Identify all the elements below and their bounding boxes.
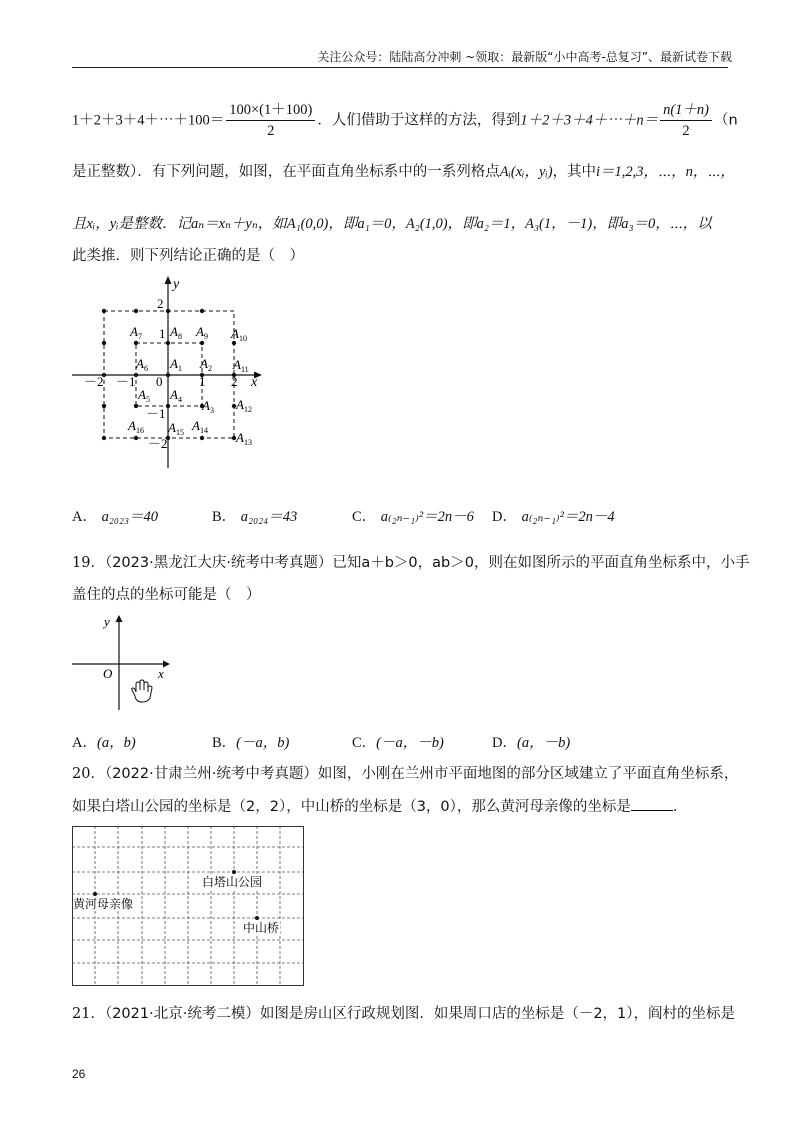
q18-line4: 此类推．则下列结论正确的是（ ） bbox=[72, 248, 304, 264]
q18-line3-text: 且xᵢ，yᵢ是整数．记aₙ＝xₙ＋yₙ，如A₁(0,0)，即a₁＝0，A₂(1,0)，即a₂＝1，A₃(1，－1)，即a₃＝0，⋯，以 bbox=[72, 216, 712, 232]
label-baita: 白塔山公园 bbox=[202, 875, 263, 889]
header-rule bbox=[72, 67, 728, 68]
hand-icon bbox=[132, 680, 152, 702]
label-huanghe: 黄河母亲像 bbox=[73, 897, 134, 911]
q18-point-notation: Aᵢ(xᵢ，yᵢ) bbox=[499, 164, 553, 180]
q19-source: （2023·黑龙江大庆·统考中考真题） bbox=[104, 555, 333, 571]
point-extra-h bbox=[200, 309, 204, 313]
point-huanghe bbox=[93, 892, 97, 896]
q18-option-c[interactable]: C． a₍₂ₙ₋₁₎²＝2n－6 bbox=[352, 509, 474, 525]
q19-y-arrow bbox=[116, 615, 123, 622]
q21-number: 21． bbox=[72, 1006, 105, 1022]
point-A14 bbox=[200, 436, 204, 440]
q18-sum100: 1＋2＋3＋4＋⋯＋100＝ bbox=[72, 112, 225, 129]
q18-line1 bbox=[72, 100, 738, 141]
q19-line1 bbox=[72, 551, 749, 575]
q18-frac2-num: n(1＋n) bbox=[660, 100, 712, 121]
label-zhongshan: 中山桥 bbox=[243, 921, 280, 935]
q19-origin-label: O bbox=[103, 666, 113, 681]
tick-y-2: 2 bbox=[157, 296, 164, 311]
point-extra-e bbox=[102, 309, 106, 313]
label-A7: $A_7$ bbox=[130, 324, 142, 341]
point-baita bbox=[232, 870, 236, 874]
q18-line2-text: 是正整数）．有下列问题，如图，在平面直角坐标系中的一系列格点 bbox=[72, 164, 500, 180]
q19-option-c[interactable]: C．(－a，－b) bbox=[352, 735, 444, 751]
q18-fraction2 bbox=[660, 100, 712, 141]
q18-sumn: 1＋2＋3＋4＋⋯＋n＝ bbox=[520, 112, 659, 129]
point-extra-g bbox=[166, 309, 170, 313]
point-A16 bbox=[134, 436, 138, 440]
page-number: 26 bbox=[72, 1067, 86, 1081]
answer-blank[interactable] bbox=[631, 796, 673, 811]
label-A5: $A_5$ bbox=[138, 387, 150, 404]
tick-y-minus1: －1 bbox=[146, 406, 166, 421]
label-A15: $A_{15}$ bbox=[168, 420, 184, 437]
q20-text1: 如图，小刚在兰州市平面地图的部分区域建立了平面直角坐标系， bbox=[317, 766, 739, 782]
point-A8 bbox=[166, 341, 170, 345]
tick-origin: 0 bbox=[156, 374, 163, 389]
q19-option-b[interactable]: B．(－a，b) bbox=[212, 735, 290, 751]
label-A3: $A_3$ bbox=[202, 398, 214, 415]
q18-option-b[interactable]: B． a₂₀₂₄＝43 bbox=[212, 509, 298, 525]
q18-frac1-num: 100×(1＋100) bbox=[226, 100, 315, 121]
q18-option-a[interactable]: A． a₂₀₂₃＝40 bbox=[72, 509, 159, 525]
point-zhongshan bbox=[255, 916, 259, 920]
q21-line1 bbox=[72, 1002, 735, 1026]
page-header: 关注公众号：陆陆高分冲刺 ~领取：最新版“小中高考-总复习”、最新试卷下载 bbox=[317, 50, 732, 64]
q20-line2: 如果白塔山公园的坐标是（2，2），中山桥的坐标是（3，0），那么黄河母亲像的坐标是 ． bbox=[72, 795, 687, 819]
q19-number: 19． bbox=[72, 555, 105, 571]
q19-y-label: y bbox=[104, 614, 110, 629]
q20-number: 20． bbox=[72, 766, 105, 782]
q18-line1-suffix: （n bbox=[714, 112, 738, 129]
q19-option-a[interactable]: A．(a，b) bbox=[72, 735, 136, 751]
q20-line1 bbox=[72, 762, 738, 786]
label-A4: $A_4$ bbox=[170, 387, 182, 404]
label-A1: $A_1$ bbox=[170, 356, 182, 373]
label-A10: $A_{10}$ bbox=[231, 326, 247, 343]
q18-option-d[interactable]: D． a₍₂ₙ₋₁₎²＝2n－4 bbox=[492, 509, 615, 525]
tick-x-minus2: －2 bbox=[84, 374, 104, 389]
point-extra-d bbox=[102, 436, 106, 440]
point-A10 bbox=[232, 341, 236, 345]
q21-text1: 如图是房山区行政规划图．如果周口店的坐标是（－2，1），阎村的坐标是 bbox=[259, 1006, 736, 1022]
tick-y-1: 1 bbox=[159, 326, 166, 341]
label-A12: $A_{12}$ bbox=[236, 397, 252, 414]
point-extra-a bbox=[102, 341, 106, 345]
x-axis-label: x bbox=[251, 375, 258, 390]
label-A14: $A_{14}$ bbox=[192, 418, 208, 435]
tick-x-2: 2 bbox=[231, 374, 238, 389]
q19-x-arrow bbox=[163, 661, 170, 668]
q18-line2 bbox=[72, 160, 735, 184]
point-extra-c bbox=[102, 404, 106, 408]
label-A6: $A_6$ bbox=[136, 356, 148, 373]
q18-lattice-figure bbox=[70, 272, 270, 472]
point-A1 bbox=[166, 373, 170, 377]
q18-line1-text: ．人们借助于这样的方法，得到 bbox=[317, 112, 521, 129]
y-axis-label: y bbox=[173, 277, 180, 292]
point-A9 bbox=[200, 341, 204, 345]
q20-map-grid bbox=[72, 826, 306, 988]
y-axis-arrow bbox=[165, 276, 172, 284]
tick-x-minus1: －1 bbox=[116, 374, 136, 389]
q20-text2: 如果白塔山公园的坐标是（2，2），中山桥的坐标是（3，0），那么黄河母亲像的坐标是 bbox=[72, 799, 631, 815]
label-A9: $A_9$ bbox=[196, 324, 208, 341]
point-A4 bbox=[166, 404, 170, 408]
q21-source: （2021·北京·统考二模） bbox=[104, 1006, 260, 1022]
label-A8: $A_8$ bbox=[170, 324, 182, 341]
q18-frac2-den: 2 bbox=[682, 123, 690, 139]
q18-line3 bbox=[72, 212, 712, 236]
q18-index-set: i＝1,2,3，⋯，n，⋯， bbox=[596, 164, 735, 180]
point-A5 bbox=[134, 404, 138, 408]
q19-text1: 已知a＋b＞0，ab＞0，则在如图所示的平面直角坐标系中，小手 bbox=[332, 555, 750, 571]
q19-line2: 盖住的点的坐标可能是（ ） bbox=[72, 587, 261, 603]
q19-option-d[interactable]: D．(a，－b) bbox=[492, 735, 571, 751]
q18-fraction1 bbox=[226, 100, 315, 141]
tick-y-minus2: －2 bbox=[148, 436, 168, 451]
q19-x-label: x bbox=[158, 666, 164, 681]
q20-source: （2022·甘肃兰州·统考中考真题） bbox=[104, 766, 318, 782]
label-A16: $A_{16}$ bbox=[128, 418, 144, 435]
label-A13: $A_{13}$ bbox=[236, 430, 252, 447]
q18-line2-mid: ，其中 bbox=[552, 164, 597, 180]
q18-frac1-den: 2 bbox=[267, 123, 275, 139]
tick-x-1: 1 bbox=[199, 374, 206, 389]
label-A2: $A_2$ bbox=[200, 356, 212, 373]
label-A11: $A_{11}$ bbox=[233, 357, 249, 374]
q19-figure bbox=[70, 612, 180, 712]
point-extra-f bbox=[134, 309, 138, 313]
point-A7 bbox=[134, 341, 138, 345]
